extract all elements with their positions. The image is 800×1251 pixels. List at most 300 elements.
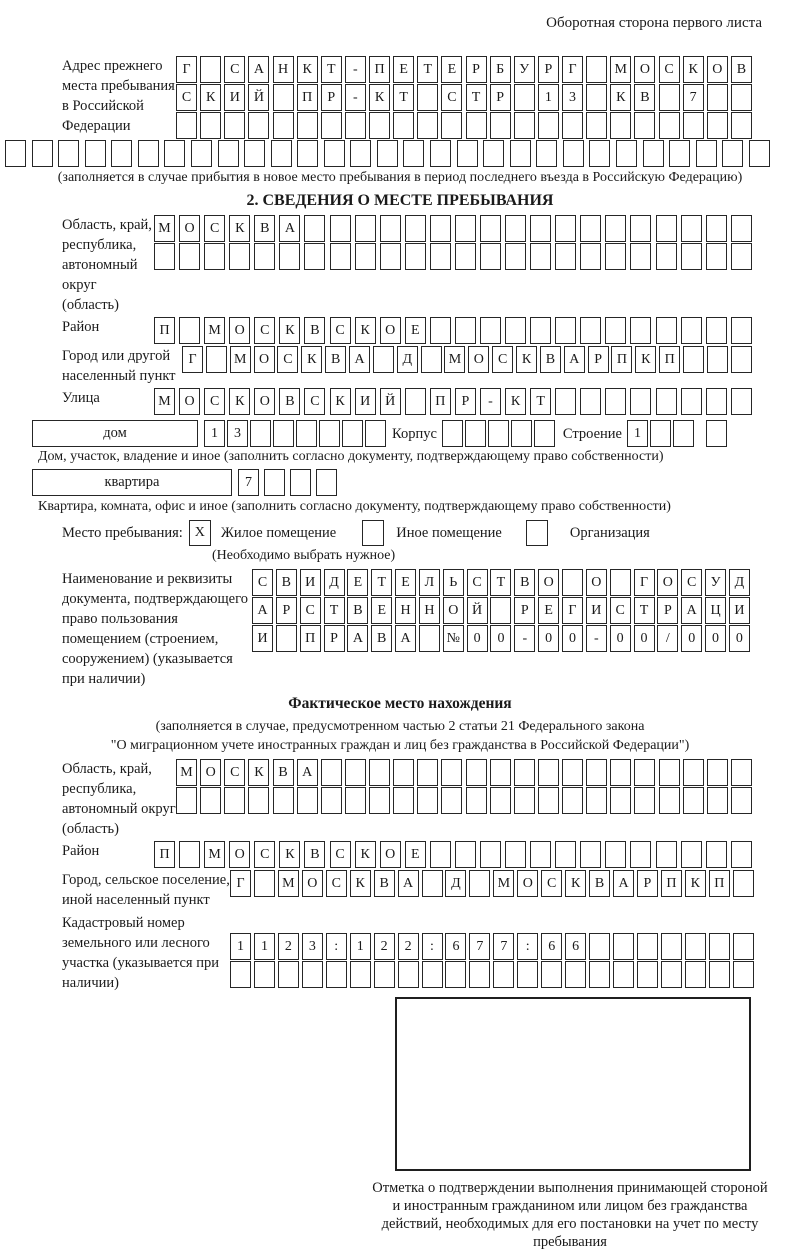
char-box[interactable]: 1 (627, 420, 648, 447)
char-box[interactable] (466, 787, 487, 814)
char-box[interactable]: Г (230, 870, 251, 897)
char-box[interactable] (681, 317, 702, 344)
char-box[interactable]: К (248, 759, 269, 786)
char-box[interactable]: С (610, 597, 631, 624)
char-box[interactable]: Р (538, 56, 559, 83)
char-box[interactable]: 1 (230, 933, 251, 960)
char-box[interactable]: Т (371, 569, 392, 596)
char-box[interactable] (541, 961, 562, 988)
char-box[interactable]: Й (467, 597, 488, 624)
char-box[interactable] (490, 787, 511, 814)
char-box[interactable] (733, 933, 754, 960)
char-box[interactable] (355, 243, 376, 270)
char-box[interactable]: Е (393, 56, 414, 83)
char-box[interactable]: П (369, 56, 390, 83)
char-box[interactable] (85, 140, 106, 167)
char-box[interactable] (393, 787, 414, 814)
char-box[interactable]: К (301, 346, 322, 373)
char-box[interactable] (731, 841, 752, 868)
char-box[interactable] (510, 140, 531, 167)
char-box[interactable]: И (300, 569, 321, 596)
char-box[interactable] (369, 112, 390, 139)
char-box[interactable] (276, 625, 297, 652)
char-box[interactable] (321, 112, 342, 139)
char-box[interactable] (350, 961, 371, 988)
char-box[interactable] (316, 469, 337, 496)
char-box[interactable] (297, 140, 318, 167)
char-box[interactable] (630, 215, 651, 242)
char-box[interactable]: К (297, 56, 318, 83)
char-box[interactable]: П (154, 317, 175, 344)
char-box[interactable]: В (540, 346, 561, 373)
char-box[interactable] (480, 841, 501, 868)
char-box[interactable]: Е (347, 569, 368, 596)
dom-field[interactable]: дом (32, 420, 198, 447)
char-box[interactable]: И (355, 388, 376, 415)
char-box[interactable]: 2 (278, 933, 299, 960)
char-box[interactable] (206, 346, 227, 373)
char-box[interactable]: Д (397, 346, 418, 373)
char-box[interactable]: С (441, 84, 462, 111)
char-box[interactable]: Р (466, 56, 487, 83)
char-box[interactable] (613, 961, 634, 988)
char-box[interactable]: С (204, 388, 225, 415)
char-box[interactable] (176, 787, 197, 814)
char-box[interactable] (563, 140, 584, 167)
char-box[interactable]: 1 (350, 933, 371, 960)
char-box[interactable]: М (278, 870, 299, 897)
char-box[interactable] (430, 841, 451, 868)
char-box[interactable]: С (224, 56, 245, 83)
char-box[interactable] (32, 140, 53, 167)
char-box[interactable] (673, 420, 694, 447)
char-box[interactable]: 0 (634, 625, 655, 652)
char-box[interactable] (630, 243, 651, 270)
char-box[interactable]: Г (634, 569, 655, 596)
kvartira-field[interactable]: квартира (32, 469, 232, 496)
char-box[interactable] (555, 841, 576, 868)
char-box[interactable] (562, 569, 583, 596)
char-box[interactable]: Т (634, 597, 655, 624)
char-box[interactable] (749, 140, 770, 167)
char-box[interactable]: В (347, 597, 368, 624)
char-box[interactable] (634, 112, 655, 139)
char-box[interactable]: : (517, 933, 538, 960)
char-box[interactable] (586, 759, 607, 786)
char-box[interactable]: 0 (562, 625, 583, 652)
char-box[interactable]: К (279, 317, 300, 344)
char-box[interactable]: 2 (374, 933, 395, 960)
char-box[interactable] (321, 787, 342, 814)
char-box[interactable]: Т (466, 84, 487, 111)
char-box[interactable] (731, 243, 752, 270)
char-box[interactable] (580, 317, 601, 344)
char-box[interactable] (403, 140, 424, 167)
char-box[interactable]: С (326, 870, 347, 897)
char-box[interactable] (380, 243, 401, 270)
char-box[interactable] (369, 787, 390, 814)
char-box[interactable] (304, 243, 325, 270)
char-box[interactable] (200, 56, 221, 83)
char-box[interactable] (517, 961, 538, 988)
char-box[interactable] (650, 420, 671, 447)
char-box[interactable] (469, 961, 490, 988)
char-box[interactable]: В (273, 759, 294, 786)
char-box[interactable]: 7 (493, 933, 514, 960)
char-box[interactable]: К (330, 388, 351, 415)
char-box[interactable] (393, 759, 414, 786)
char-box[interactable] (398, 961, 419, 988)
char-box[interactable]: 6 (445, 933, 466, 960)
char-box[interactable]: Г (182, 346, 203, 373)
char-box[interactable]: О (229, 841, 250, 868)
char-box[interactable]: : (422, 933, 443, 960)
char-box[interactable] (264, 469, 285, 496)
char-box[interactable] (200, 112, 221, 139)
char-box[interactable]: В (254, 215, 275, 242)
char-box[interactable] (430, 140, 451, 167)
char-box[interactable]: О (468, 346, 489, 373)
char-box[interactable]: С (467, 569, 488, 596)
char-box[interactable]: К (610, 84, 631, 111)
char-box[interactable]: П (709, 870, 730, 897)
char-box[interactable] (659, 84, 680, 111)
char-box[interactable]: О (179, 388, 200, 415)
char-box[interactable] (706, 243, 727, 270)
char-box[interactable] (248, 787, 269, 814)
char-box[interactable]: Р (321, 84, 342, 111)
char-box[interactable] (586, 56, 607, 83)
char-box[interactable] (296, 420, 317, 447)
char-box[interactable] (457, 140, 478, 167)
char-box[interactable]: О (179, 215, 200, 242)
char-box[interactable] (355, 215, 376, 242)
char-box[interactable] (538, 759, 559, 786)
char-box[interactable]: А (347, 625, 368, 652)
char-box[interactable]: К (355, 841, 376, 868)
char-box[interactable]: С (541, 870, 562, 897)
char-box[interactable]: К (200, 84, 221, 111)
char-box[interactable]: К (350, 870, 371, 897)
char-box[interactable] (164, 140, 185, 167)
char-box[interactable] (441, 112, 462, 139)
char-box[interactable]: У (514, 56, 535, 83)
char-box[interactable] (555, 388, 576, 415)
char-box[interactable] (469, 870, 490, 897)
char-box[interactable] (505, 215, 526, 242)
char-box[interactable]: Г (562, 597, 583, 624)
char-box[interactable]: П (661, 870, 682, 897)
char-box[interactable]: К (565, 870, 586, 897)
char-box[interactable] (297, 112, 318, 139)
char-box[interactable]: Д (729, 569, 750, 596)
char-box[interactable]: М (230, 346, 251, 373)
char-box[interactable] (706, 388, 727, 415)
char-box[interactable]: Р (588, 346, 609, 373)
char-box[interactable]: Е (395, 569, 416, 596)
char-box[interactable] (696, 140, 717, 167)
char-box[interactable]: 6 (565, 933, 586, 960)
char-box[interactable]: 7 (469, 933, 490, 960)
char-box[interactable] (514, 787, 535, 814)
char-box[interactable]: В (325, 346, 346, 373)
char-box[interactable]: К (229, 215, 250, 242)
char-box[interactable]: 0 (490, 625, 511, 652)
char-box[interactable] (417, 787, 438, 814)
char-box[interactable] (326, 961, 347, 988)
char-box[interactable] (530, 243, 551, 270)
char-box[interactable] (707, 346, 728, 373)
char-box[interactable] (380, 215, 401, 242)
char-box[interactable] (707, 84, 728, 111)
char-box[interactable]: К (516, 346, 537, 373)
char-box[interactable]: 3 (562, 84, 583, 111)
char-box[interactable]: 1 (204, 420, 225, 447)
char-box[interactable] (244, 140, 265, 167)
char-box[interactable]: - (514, 625, 535, 652)
char-box[interactable] (637, 933, 658, 960)
char-box[interactable] (483, 140, 504, 167)
char-box[interactable] (297, 787, 318, 814)
char-box[interactable]: И (224, 84, 245, 111)
char-box[interactable] (605, 317, 626, 344)
char-box[interactable] (733, 961, 754, 988)
char-box[interactable] (248, 112, 269, 139)
char-box[interactable] (365, 420, 386, 447)
char-box[interactable] (534, 420, 555, 447)
char-box[interactable] (405, 388, 426, 415)
char-box[interactable] (685, 933, 706, 960)
char-box[interactable] (659, 112, 680, 139)
char-box[interactable] (656, 841, 677, 868)
char-box[interactable]: П (300, 625, 321, 652)
char-box[interactable]: С (204, 215, 225, 242)
char-box[interactable] (466, 759, 487, 786)
char-box[interactable]: К (635, 346, 656, 373)
char-box[interactable]: П (430, 388, 451, 415)
char-box[interactable] (706, 841, 727, 868)
char-box[interactable] (562, 787, 583, 814)
char-box[interactable] (445, 961, 466, 988)
char-box[interactable] (430, 243, 451, 270)
char-box[interactable] (683, 787, 704, 814)
char-box[interactable] (304, 215, 325, 242)
char-box[interactable]: С (492, 346, 513, 373)
char-box[interactable]: И (729, 597, 750, 624)
char-box[interactable]: Т (393, 84, 414, 111)
char-box[interactable]: А (613, 870, 634, 897)
char-box[interactable] (681, 388, 702, 415)
char-box[interactable]: О (229, 317, 250, 344)
char-box[interactable]: О (538, 569, 559, 596)
char-box[interactable]: 0 (681, 625, 702, 652)
char-box[interactable]: С (176, 84, 197, 111)
char-box[interactable]: М (154, 388, 175, 415)
char-box[interactable]: С (277, 346, 298, 373)
char-box[interactable] (555, 317, 576, 344)
char-box[interactable] (605, 841, 626, 868)
char-box[interactable]: У (705, 569, 726, 596)
char-box[interactable] (271, 140, 292, 167)
char-box[interactable] (731, 346, 752, 373)
char-box[interactable]: А (564, 346, 585, 373)
char-box[interactable]: О (443, 597, 464, 624)
char-box[interactable]: Н (419, 597, 440, 624)
char-box[interactable] (610, 112, 631, 139)
char-box[interactable]: О (380, 317, 401, 344)
char-box[interactable] (514, 112, 535, 139)
char-box[interactable] (709, 933, 730, 960)
char-box[interactable] (480, 317, 501, 344)
char-box[interactable] (562, 759, 583, 786)
char-box[interactable]: Р (276, 597, 297, 624)
char-box[interactable] (191, 140, 212, 167)
char-box[interactable]: Н (395, 597, 416, 624)
char-box[interactable] (441, 759, 462, 786)
char-box[interactable] (58, 140, 79, 167)
char-box[interactable] (422, 870, 443, 897)
char-box[interactable] (393, 112, 414, 139)
char-box[interactable] (709, 961, 730, 988)
char-box[interactable]: 0 (467, 625, 488, 652)
char-box[interactable]: С (304, 388, 325, 415)
char-box[interactable]: М (204, 841, 225, 868)
char-box[interactable] (345, 112, 366, 139)
char-box[interactable] (330, 215, 351, 242)
char-box[interactable] (330, 243, 351, 270)
char-box[interactable] (514, 759, 535, 786)
char-box[interactable] (656, 243, 677, 270)
char-box[interactable] (683, 759, 704, 786)
char-box[interactable] (369, 759, 390, 786)
char-box[interactable] (538, 787, 559, 814)
char-box[interactable] (634, 787, 655, 814)
char-box[interactable]: 0 (729, 625, 750, 652)
char-box[interactable] (417, 759, 438, 786)
char-box[interactable] (706, 317, 727, 344)
char-box[interactable] (204, 243, 225, 270)
char-box[interactable] (610, 787, 631, 814)
char-box[interactable]: В (374, 870, 395, 897)
char-box[interactable]: О (586, 569, 607, 596)
char-box[interactable]: 0 (610, 625, 631, 652)
char-box[interactable] (466, 112, 487, 139)
char-box[interactable] (373, 346, 394, 373)
char-box[interactable]: И (586, 597, 607, 624)
char-box[interactable]: В (634, 84, 655, 111)
char-box[interactable] (230, 961, 251, 988)
char-box[interactable] (250, 420, 271, 447)
char-box[interactable] (455, 317, 476, 344)
char-box[interactable] (661, 961, 682, 988)
char-box[interactable] (616, 140, 637, 167)
char-box[interactable] (605, 243, 626, 270)
char-box[interactable]: О (302, 870, 323, 897)
char-box[interactable]: 1 (538, 84, 559, 111)
char-box[interactable] (345, 759, 366, 786)
char-box[interactable]: М (154, 215, 175, 242)
char-box[interactable] (224, 112, 245, 139)
char-box[interactable]: С (254, 317, 275, 344)
char-box[interactable]: А (279, 215, 300, 242)
char-box[interactable] (605, 388, 626, 415)
char-box[interactable] (273, 84, 294, 111)
char-box[interactable] (634, 759, 655, 786)
char-box[interactable] (656, 317, 677, 344)
char-box[interactable] (465, 420, 486, 447)
char-box[interactable]: И (252, 625, 273, 652)
char-box[interactable]: С (659, 56, 680, 83)
char-box[interactable] (179, 841, 200, 868)
char-box[interactable] (179, 243, 200, 270)
char-box[interactable] (374, 961, 395, 988)
char-box[interactable] (505, 243, 526, 270)
char-box[interactable] (589, 933, 610, 960)
char-box[interactable] (511, 420, 532, 447)
char-box[interactable] (586, 84, 607, 111)
char-box[interactable]: О (707, 56, 728, 83)
char-box[interactable]: Г (176, 56, 197, 83)
char-box[interactable] (302, 961, 323, 988)
char-box[interactable]: Й (248, 84, 269, 111)
char-box[interactable] (254, 870, 275, 897)
char-box[interactable] (731, 84, 752, 111)
char-box[interactable] (733, 870, 754, 897)
char-box[interactable] (610, 569, 631, 596)
char-box[interactable]: М (610, 56, 631, 83)
char-box[interactable] (613, 933, 634, 960)
char-box[interactable] (555, 243, 576, 270)
char-box[interactable] (488, 420, 509, 447)
char-box[interactable]: А (681, 597, 702, 624)
char-box[interactable]: 3 (302, 933, 323, 960)
char-box[interactable] (273, 787, 294, 814)
char-box[interactable]: Р (455, 388, 476, 415)
char-box[interactable] (218, 140, 239, 167)
char-box[interactable] (377, 140, 398, 167)
checkbox-inoe-pomeshchenie[interactable] (362, 520, 384, 546)
char-box[interactable] (630, 388, 651, 415)
char-box[interactable] (176, 112, 197, 139)
char-box[interactable]: С (224, 759, 245, 786)
char-box[interactable]: : (326, 933, 347, 960)
char-box[interactable] (659, 759, 680, 786)
char-box[interactable] (490, 112, 511, 139)
char-box[interactable]: - (345, 56, 366, 83)
char-box[interactable] (683, 346, 704, 373)
char-box[interactable]: 0 (705, 625, 726, 652)
char-box[interactable]: 6 (541, 933, 562, 960)
char-box[interactable] (319, 420, 340, 447)
char-box[interactable]: В (304, 317, 325, 344)
char-box[interactable] (224, 787, 245, 814)
char-box[interactable] (580, 243, 601, 270)
char-box[interactable] (417, 84, 438, 111)
char-box[interactable] (290, 469, 311, 496)
char-box[interactable] (514, 84, 535, 111)
char-box[interactable]: П (154, 841, 175, 868)
char-box[interactable] (681, 243, 702, 270)
char-box[interactable]: С (254, 841, 275, 868)
char-box[interactable] (350, 140, 371, 167)
char-box[interactable] (656, 215, 677, 242)
char-box[interactable]: Ь (443, 569, 464, 596)
char-box[interactable]: П (611, 346, 632, 373)
char-box[interactable] (722, 140, 743, 167)
char-box[interactable] (706, 215, 727, 242)
char-box[interactable] (5, 140, 26, 167)
char-box[interactable] (589, 140, 610, 167)
